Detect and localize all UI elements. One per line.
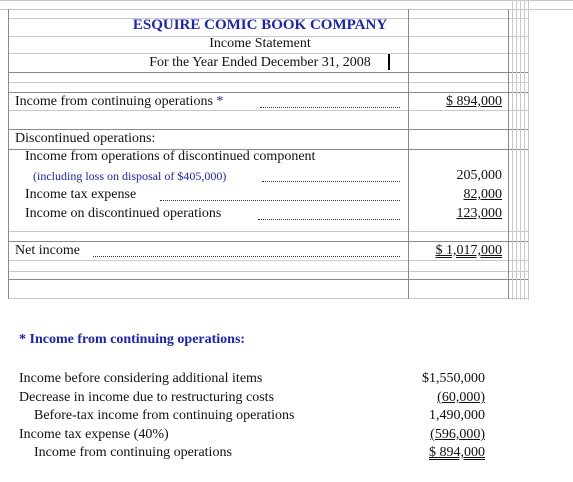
note-row-amount: (596,000): [430, 427, 485, 442]
note-row-label: Income tax expense (40%): [19, 427, 169, 442]
discontinued-net-label: Income on discontinued operations: [25, 206, 222, 221]
note-row-amount: $ 894,000: [429, 445, 485, 460]
leader-dots: [260, 107, 400, 108]
leader-dots: [93, 256, 400, 257]
continuing-operations-row: [15, 94, 223, 110]
statement-period: For the Year Ended December 31, 2008: [149, 55, 371, 70]
discontinued-heading: Discontinued operations:: [15, 131, 156, 146]
statement-title: Income Statement: [209, 36, 311, 51]
loss-on-disposal-note: (including loss on disposal of $405,000): [33, 169, 227, 183]
continuing-operations-amount: $ 894,000: [446, 94, 502, 109]
net-income-amount: $ 1,017,000: [435, 243, 502, 258]
footnote-star: *: [216, 94, 224, 109]
leader-dots: [258, 219, 400, 220]
income-tax-amount: 82,000: [463, 187, 502, 202]
leader-dots: [262, 181, 400, 182]
discontinued-net-amount: 123,000: [456, 206, 502, 221]
continuing-operations-label: Income from continuing operations: [15, 94, 213, 109]
text-cursor: [388, 54, 390, 70]
note-row-label: Income before considering additional items: [19, 371, 263, 386]
net-income-label: Net income: [15, 243, 80, 258]
company-name: ESQUIRE COMIC BOOK COMPANY: [132, 17, 388, 33]
discontinued-income-amount: 205,000: [456, 168, 502, 183]
note-row-amount: $1,550,000: [422, 371, 485, 386]
leader-dots: [160, 200, 400, 201]
note-row-label: Decrease in income due to restructuring costs: [19, 390, 275, 405]
discontinued-income-label: Income from operations of discontinued component: [25, 149, 316, 164]
note-row-amount: 1,490,000: [429, 408, 485, 423]
income-tax-label: Income tax expense: [25, 187, 137, 202]
note-row-amount: (60,000): [437, 390, 485, 405]
note-row-label: Income from continuing operations: [34, 445, 232, 460]
note-title: * Income from continuing operations:: [19, 332, 246, 347]
note-row-label: Before-tax income from continuing operations: [34, 408, 295, 423]
